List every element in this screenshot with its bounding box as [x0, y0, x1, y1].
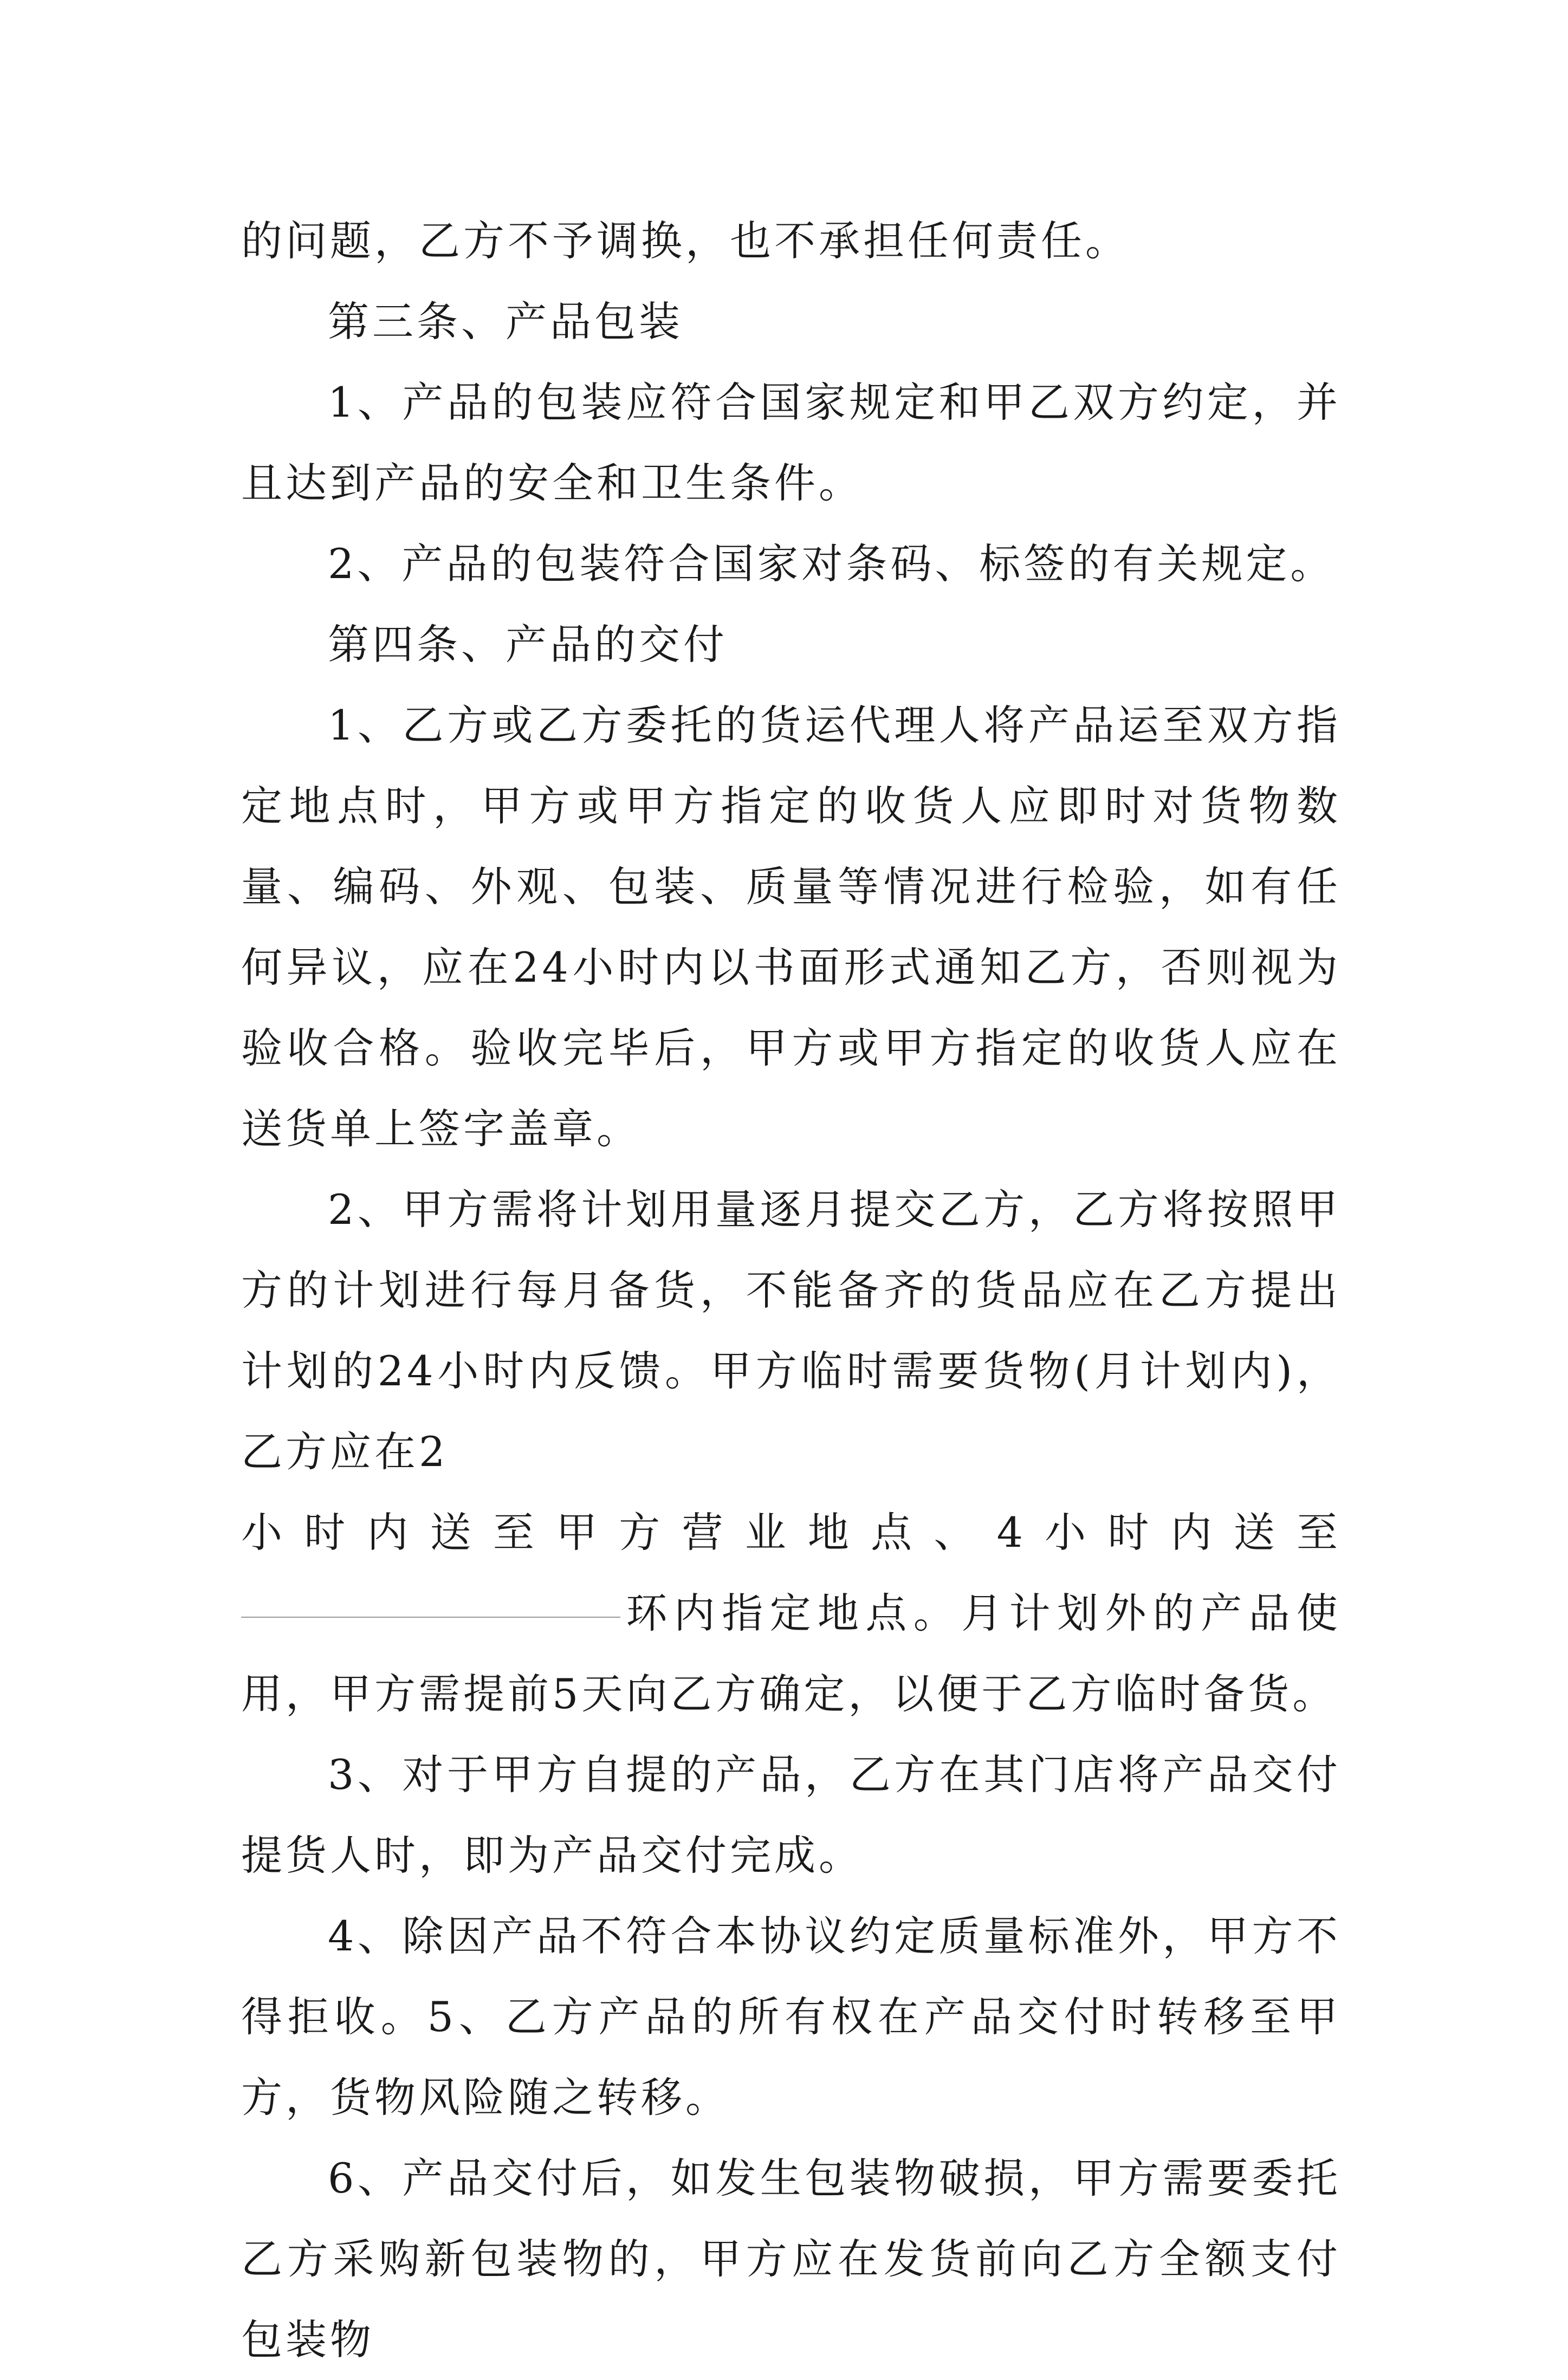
article-4-clause-3: 3、对于甲方自提的产品，乙方在其门店将产品交付提货人时，即为产品交付完成。: [241, 1750, 1341, 1879]
article-4-clause-4-5: 4、除因产品不符合本协议约定质量标准外，甲方不得拒收。5、乙方产品的所有权在产品交付时转移至甲方，货物风险随之转移。: [241, 1912, 1341, 2122]
paragraph-continuation: 的问题，乙方不予调换，也不承担任何责任。: [241, 217, 1130, 265]
article-4-clause-2-part-c: [241, 1573, 1341, 1734]
article-4-clause-2-part-a: 2、甲方需将计划用量逐月提交乙方，乙方将按照甲方的计划进行每月备货，不能备齐的货品应在乙方提出计划的24小时内反馈。甲方临时需要货物(月计划内)，乙方应在2: [241, 1185, 1341, 1476]
article-4-clause-2-text: 环内指定地点。月计划外的产品使用，甲方需提前5天向乙方确定，以便于乙方临时备货。: [241, 1589, 1341, 1718]
article-3-clause-2: 2、产品的包装符合国家对条码、标签的有关规定。: [328, 540, 1335, 588]
article-4-clause-2-part-b: 小时内送至甲方营业地点、4小时内送至: [241, 1508, 1341, 1557]
article-4-clause-1: 1、乙方或乙方委托的货运代理人将产品运至双方指定地点时，甲方或甲方指定的收货人应即时对货物数量、编码、外观、包装、质量等情况进行检验，如有任何异议，应在24小时内以书面形式通知乙方，否则视为验收合格。验收完毕后，甲方或甲方指定的收货人应在送货单上签字盖章。: [241, 701, 1341, 1153]
fill-in-blank: [241, 1616, 620, 1618]
article-4-clause-6: 6、产品交付后，如发生包装物破损，甲方需要委托乙方采购新包装物的，甲方应在发货前向乙方全额支付包装物: [241, 2154, 1341, 2364]
document-page: [241, 200, 1341, 2380]
article-3-clause-1: 1、产品的包装应符合国家规定和甲乙双方约定，并且达到产品的安全和卫生条件。: [241, 378, 1341, 507]
article-4-heading: 第四条、产品的交付: [328, 620, 728, 669]
article-3-heading: 第三条、产品包装: [328, 297, 683, 346]
